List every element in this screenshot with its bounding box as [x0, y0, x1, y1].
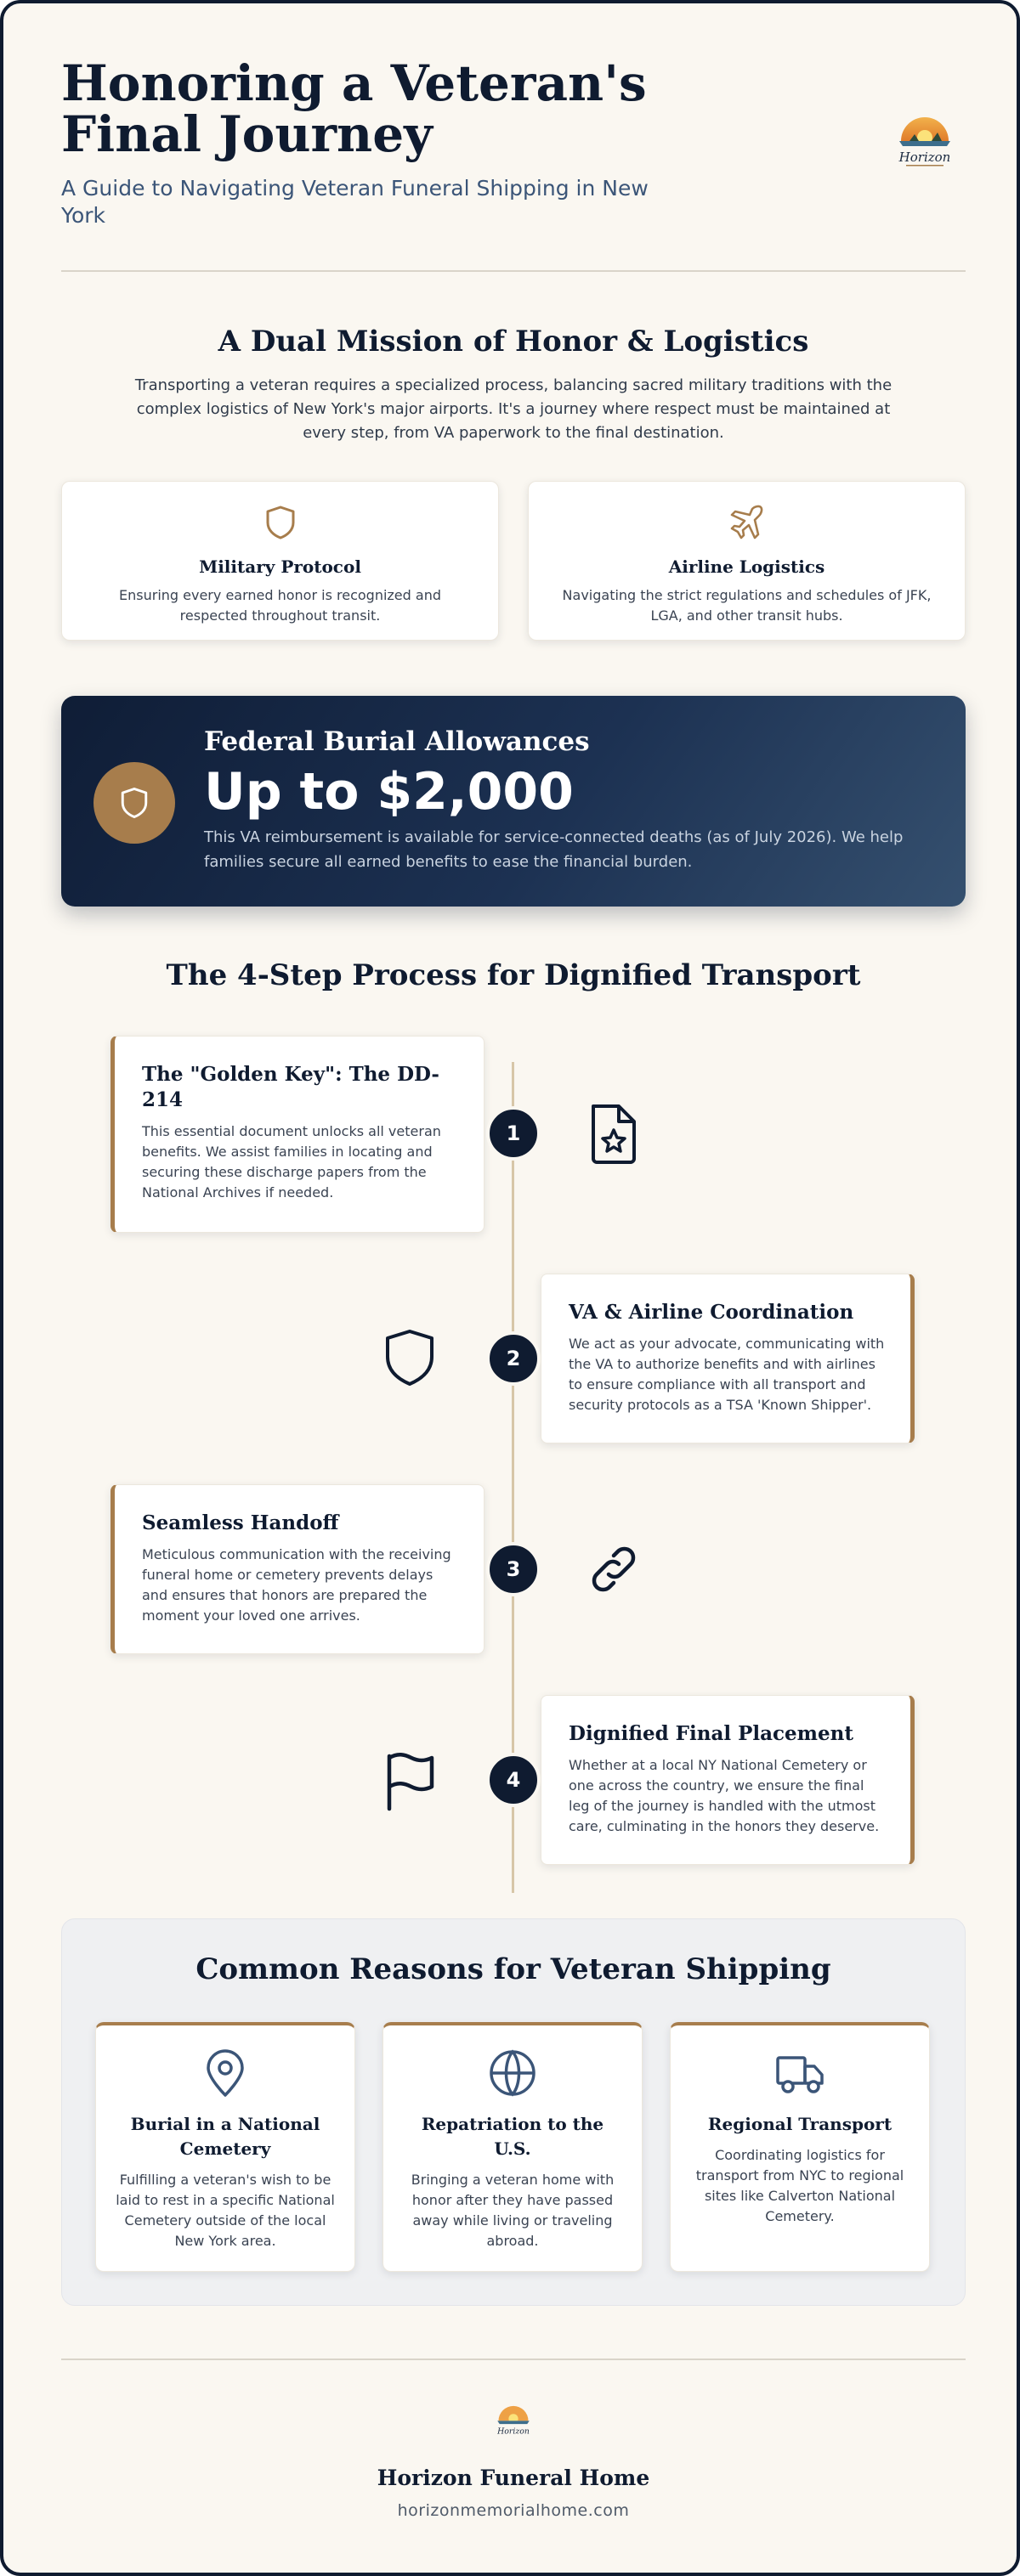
step-number-4: 4 — [486, 1753, 541, 1807]
shield-icon — [116, 784, 153, 822]
header-divider — [61, 270, 966, 272]
reason-title: Repatriation to the U.S. — [421, 2114, 604, 2159]
header — [61, 54, 966, 270]
page-subtitle: A Guide to Navigating Veteran Funeral Shipping in New York — [61, 176, 649, 228]
step-number-1: 1 — [486, 1106, 541, 1161]
shield-icon — [260, 502, 301, 543]
footer-company-name: Horizon Funeral Home — [377, 2466, 650, 2490]
reason-text: Fulfilling a veteran's wish to be laid to rest in a specific National Cemetery outside of the local New York area. — [116, 2172, 335, 2249]
card-title: Military Protocol — [199, 556, 361, 577]
burial-allowance-banner — [61, 696, 966, 907]
document-star-icon — [581, 1101, 646, 1166]
flag-icon — [377, 1748, 442, 1812]
map-pin-icon — [200, 2048, 251, 2099]
page-title: Honoring a Veteran's Final Journey — [61, 54, 647, 163]
card-title: Airline Logistics — [668, 556, 825, 577]
step-title: Seamless Handoff — [142, 1511, 339, 1534]
globe-icon — [487, 2048, 538, 2099]
reason-text: Coordinating logistics for transport from NYC to regional sites like Calverton National Cemetery. — [695, 2147, 904, 2224]
horizon-logo — [891, 112, 959, 172]
svg-text:Horizon: Horizon — [497, 2426, 530, 2437]
reason-card-national-cemetery — [95, 2022, 355, 2272]
footer-website-link[interactable]: horizonmemorialhome.com — [397, 2501, 630, 2520]
step-card-2 — [541, 1274, 915, 1443]
process-title: The 4-Step Process for Dignified Transport — [166, 958, 861, 992]
step-text: This essential document unlocks all veteran benefits. We assist families in locating and securing these discharge papers from the National Archives if needed. — [142, 1123, 441, 1200]
step-number-2: 2 — [486, 1331, 541, 1386]
reason-title: Regional Transport — [707, 2114, 892, 2134]
horizon-logo — [492, 2403, 535, 2440]
allowance-badge — [94, 762, 175, 844]
step-text: We act as your advocate, communicating with the VA to authorize benefits and with airlines to ensure compliance with all transport and security protocols as a TSA 'Known Shipper'. — [569, 1336, 885, 1413]
mission-title: A Dual Mission of Honor & Logistics — [218, 325, 809, 359]
mission-text: Transporting a veteran requires a specialized process, balancing sacred military traditions with the complex logistics of New York's major airports. It's a journey where respect must be maintained at every step, from VA paperwork to the final destination. — [134, 376, 892, 442]
step-card-4 — [541, 1695, 915, 1865]
truck-icon — [774, 2048, 825, 2099]
airplane-icon — [727, 502, 768, 543]
step-text: Meticulous communication with the receiving funeral home or cemetery prevents delays and ensures that honors are prepared the moment your loved one arrives. — [142, 1546, 451, 1624]
footer-divider — [61, 2359, 966, 2360]
step-text: Whether at a local NY National Cemetery or one across the country, we ensure the final leg of the journey is handled with the utmost care, culminating in the honors they deserve. — [569, 1757, 880, 1834]
step-title: The "Golden Key": The DD-214 — [142, 1063, 439, 1111]
reasons-title: Common Reasons for Veteran Shipping — [196, 1952, 831, 1986]
link-icon — [581, 1537, 646, 1602]
svg-text:Horizon: Horizon — [898, 150, 951, 165]
step-card-1 — [110, 1036, 484, 1233]
step-number-3: 3 — [486, 1542, 541, 1596]
allowance-title: Federal Burial Allowances — [204, 726, 590, 757]
reason-text: Bringing a veteran home with honor after they have passed away while living or traveling abroad. — [411, 2172, 615, 2249]
step-card-3 — [110, 1484, 484, 1654]
reason-card-repatriation — [382, 2022, 643, 2272]
allowance-text: This VA reimbursement is available for service-connected deaths (as of July 2026). We help families secure all earned benefits to ease the financial burden. — [204, 828, 904, 871]
card-text: Ensuring every earned honor is recognized and respected throughout transit. — [119, 587, 441, 624]
step-title: VA & Airline Coordination — [569, 1301, 854, 1324]
shield-icon — [377, 1326, 442, 1391]
military-protocol-card — [61, 481, 499, 641]
reason-card-regional-transport — [670, 2022, 930, 2272]
airline-logistics-card — [528, 481, 966, 641]
card-text: Navigating the strict regulations and schedules of JFK, LGA, and other transit hubs. — [562, 587, 932, 624]
reason-title: Burial in a National Cemetery — [130, 2114, 320, 2159]
allowance-amount: Up to $2,000 — [204, 762, 574, 822]
step-title: Dignified Final Placement — [569, 1722, 853, 1745]
